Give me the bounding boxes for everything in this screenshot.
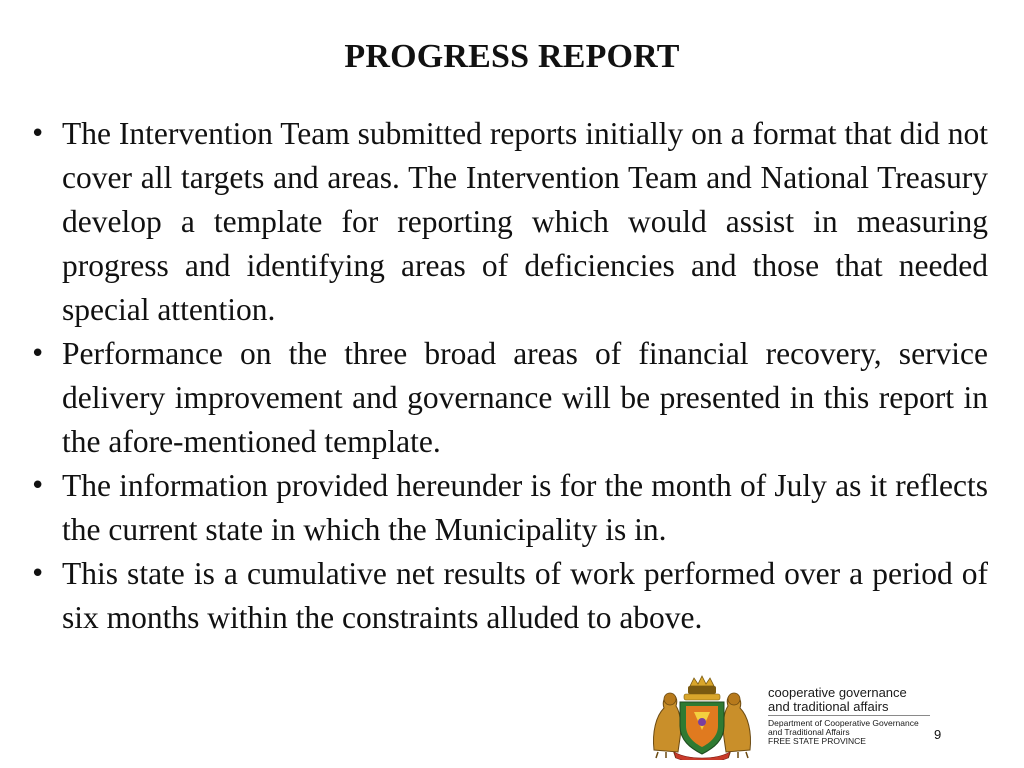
- bullet-marker: •: [30, 471, 46, 501]
- bullet-item: [30, 332, 988, 464]
- bullet-item: [30, 112, 988, 332]
- department-subtitle-line-3: FREE STATE PROVINCE: [768, 736, 866, 746]
- bullet-marker: •: [30, 119, 46, 149]
- department-line-2: and traditional affairs: [768, 699, 889, 714]
- bullet-item: [30, 552, 988, 640]
- bullet-text: The information provided hereunder is for the month of July as it reflects the current state in which the Municipality is in.: [62, 468, 988, 547]
- department-subtitle: [768, 719, 938, 746]
- bullet-text: This state is a cumulative net results of work performed over a period of six months within the constraints alluded to above.: [62, 556, 988, 635]
- bullet-marker: •: [30, 339, 46, 369]
- coat-of-arms-icon: [648, 672, 756, 760]
- department-subtitle-line-1: Department of Cooperative Governance: [768, 718, 919, 728]
- department-name: [768, 686, 948, 714]
- footer-branding: [648, 672, 948, 762]
- bullet-text: Performance on the three broad areas of financial recovery, service delivery improvement and governance will be presented in this report in the afore-mentioned template.: [62, 336, 988, 459]
- bullet-marker: •: [30, 559, 46, 589]
- bullet-list: [30, 112, 988, 640]
- bullet-text: The Intervention Team submitted reports initially on a format that did not cover all targets and areas. The Intervention Team and National Treasury develop a template for reporting which would assist in measuring progress and identifying areas of deficiencies and those that needed special attention.: [62, 116, 988, 327]
- department-subtitle-line-2: and Traditional Affairs: [768, 727, 850, 737]
- bullet-item: [30, 464, 988, 552]
- divider: [768, 715, 930, 716]
- page-number: 9: [934, 727, 942, 742]
- slide-title: PROGRESS REPORT: [344, 38, 680, 75]
- department-line-1: cooperative governance: [768, 685, 907, 700]
